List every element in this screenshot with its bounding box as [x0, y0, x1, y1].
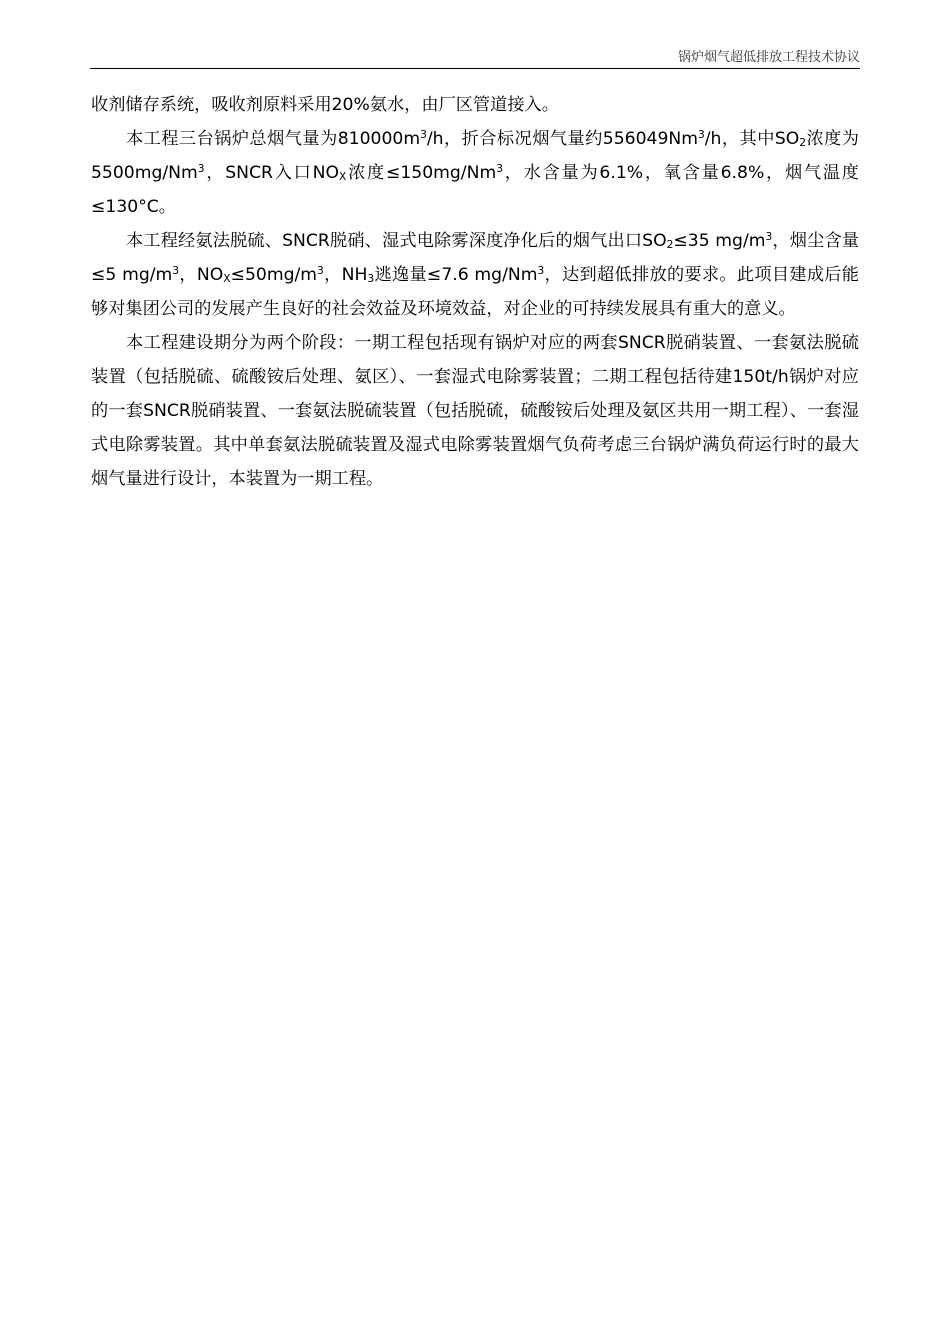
- text-run: 浓度为5500mg/Nm: [91, 129, 859, 183]
- paragraph-1: [91, 88, 859, 122]
- text-run: ，达到超低排放的要求。此项目建成后能够对集团公司的发展产生良好的社会效益及环境效益，对企业的可持续发展具有重大的意义。: [91, 265, 859, 319]
- superscript: 3: [317, 263, 324, 277]
- superscript: 3: [172, 263, 180, 277]
- paragraph-4: [91, 326, 859, 496]
- text-run: ≤50mg/m: [230, 265, 318, 285]
- text-run: ，NO: [179, 265, 224, 285]
- subscript: 2: [666, 237, 674, 251]
- text-run: 本工程三台锅炉总烟气量为810000m: [126, 129, 421, 149]
- paragraph-3: [91, 224, 859, 326]
- page-header: [90, 48, 860, 69]
- superscript: 3: [496, 161, 503, 175]
- superscript: 3: [537, 263, 545, 277]
- text-run: ，烟尘含量≤5 mg/m: [91, 231, 860, 285]
- text-run: ，NH: [323, 265, 368, 285]
- text-run: /h，折合标况烟气量约556049Nm: [426, 129, 698, 149]
- text-run: 本工程建设期分为两个阶段：一期工程包括现有锅炉对应的两套SNCR脱硝装置、一套氨法脱硫装置（包括脱硫、硫酸铵后处理、氨区）、一套湿式电除雾装置；二期工程包括待建150t/h锅炉对应的一套SNCR脱硝装置、一套氨法脱硫装置（包括脱硫，硫酸铵后处理及氨区共用一期工程）、一套湿式电除雾装置。其中单套氨法脱硫装置及湿式电除雾装置烟气负荷考虑三台锅炉满负荷运行时的最大烟气量进行设计，本装置为一期工程。: [91, 333, 859, 489]
- superscript: 3: [420, 127, 427, 141]
- subscript: 3: [367, 271, 375, 285]
- text-run: 本工程经氨法脱硫、SNCR脱硝、湿式电除雾深度净化后的烟气出口SO: [126, 231, 667, 251]
- subscript: X: [223, 271, 231, 285]
- text-run: ，SNCR入口NO: [204, 163, 339, 183]
- text-run: ，水含量为6.1%，氧含量6.8%，烟气温度≤130°C。: [91, 163, 859, 217]
- text-run: /h，其中SO: [704, 129, 800, 149]
- superscript: 3: [765, 229, 773, 243]
- header-title: 锅炉烟气超低排放工程技术协议: [677, 50, 860, 65]
- text-run: 浓度≤150mg/Nm: [346, 163, 497, 183]
- document-body: [91, 88, 859, 496]
- text-run: ≤35 mg/m: [673, 231, 766, 251]
- subscript: 2: [799, 135, 807, 149]
- text-run: 逃逸量≤7.6 mg/Nm: [374, 265, 538, 285]
- subscript: X: [339, 169, 347, 183]
- superscript: 3: [197, 161, 205, 175]
- paragraph-2: [91, 122, 859, 224]
- superscript: 3: [697, 127, 705, 141]
- text-run: 收剂储存系统，吸收剂原料采用20%氨水，由厂区管道接入。: [91, 95, 559, 115]
